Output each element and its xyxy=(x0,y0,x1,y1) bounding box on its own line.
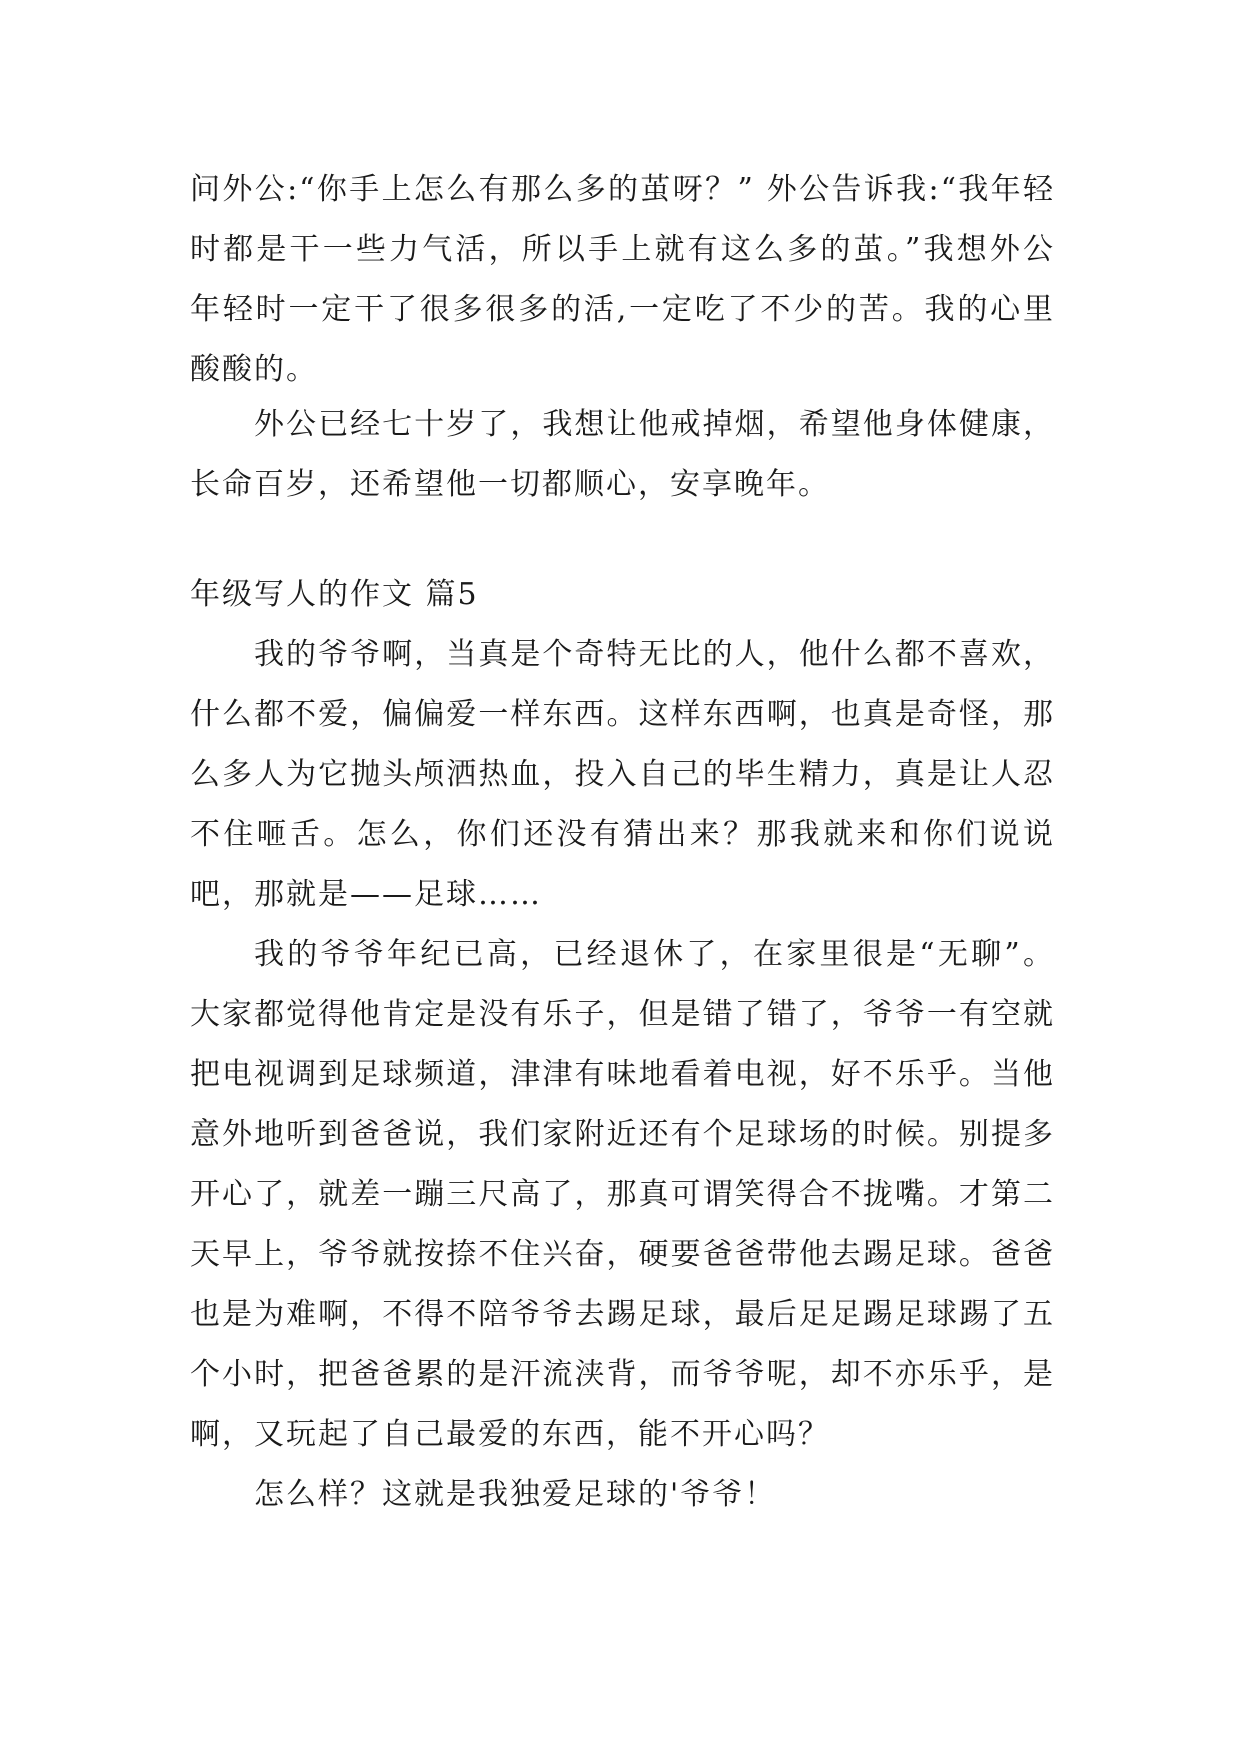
text-block-top xyxy=(190,160,1055,400)
section-title: 年级写人的作文 篇5 xyxy=(190,577,479,612)
text-block-bottom xyxy=(190,565,1055,1525)
paragraph-2: 外公已经七十岁了，我想让他戒掉烟，希望他身体健康，长命百岁，还希望他一切都顺心，安享晚年。 xyxy=(190,407,1055,502)
paragraph-1: 问外公:“你手上怎么有那么多的茧呀？” 外公告诉我:“我年轻时都是干一些力气活，所以手上就有这么多的茧。”我想外公年轻时一定干了很多很多的活,一定吃了不少的苦。我的心里酸酸的。 xyxy=(190,172,1055,387)
text-block-middle xyxy=(190,395,1055,515)
paragraph-4: 我的爷爷年纪已高，已经退休了，在家里很是“无聊”。大家都觉得他肯定是没有乐子，但是错了错了，爷爷一有空就把电视调到足球频道，津津有味地看着电视，好不乐乎。当他意外地听到爸爸说，我们家附近还有个足球场的时候。别提多开心了，就差一蹦三尺高了，那真可谓笑得合不拢嘴。才第二天早上，爷爷就按捺不住兴奋，硬要爸爸带他去踢足球。爸爸也是为难啊，不得不陪爷爷去踢足球，最后足足踢足球踢了五个小时，把爸爸累的是汗流浃背，而爷爷呢，却不亦乐乎，是啊，又玩起了自己最爱的东西，能不开心吗？ xyxy=(190,937,1055,1452)
paragraph-5: 怎么样？这就是我独爱足球的'爷爷！ xyxy=(254,1477,777,1512)
paragraph-3: 我的爷爷啊，当真是个奇特无比的人，他什么都不喜欢，什么都不爱，偏偏爱一样东西。这样东西啊，也真是奇怪，那么多人为它抛头颅洒热血，投入自己的毕生精力，真是让人忍不住咂舌。怎么，你们还没有猜出来？那我就来和你们说说吧，那就是——足球…… xyxy=(190,637,1055,912)
